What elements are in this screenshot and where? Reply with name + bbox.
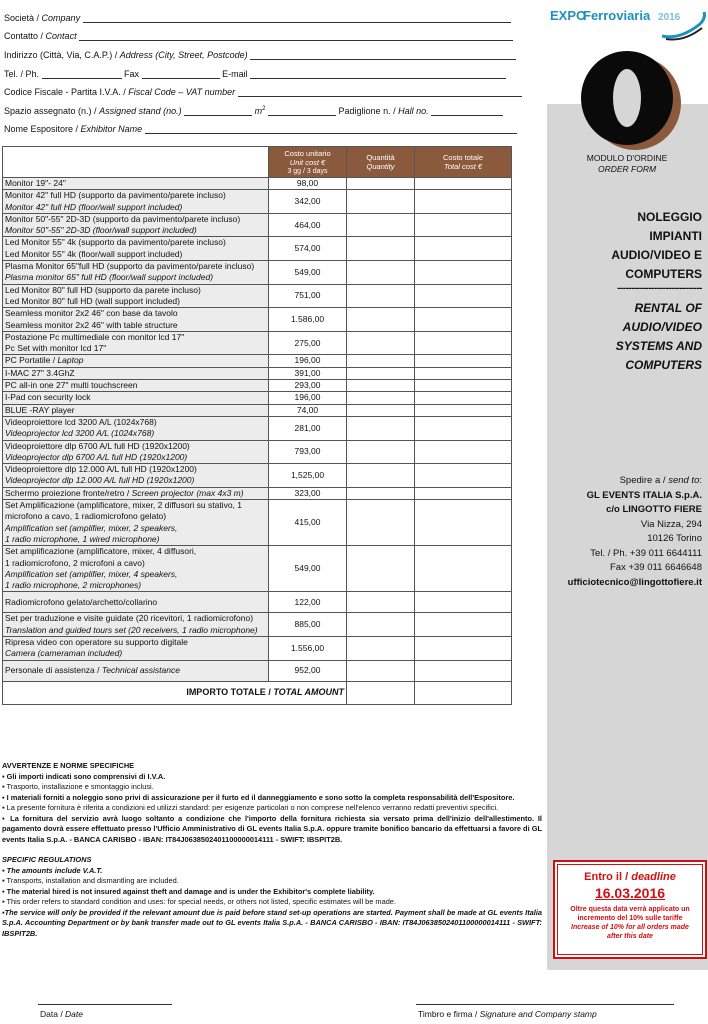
item-quantity-input[interactable] bbox=[347, 440, 415, 464]
item-quantity-input[interactable] bbox=[347, 284, 415, 308]
rental-title-en bbox=[560, 299, 702, 375]
item-description bbox=[3, 261, 269, 285]
notes-section bbox=[2, 761, 542, 939]
item-quantity-input[interactable] bbox=[347, 500, 415, 546]
item-description-line: Monitor 42" full HD (floor/wall support included) bbox=[5, 201, 183, 212]
item-unit-price: 793,00 bbox=[269, 440, 347, 464]
item-unit-price: 549,00 bbox=[269, 546, 347, 592]
item-total-input[interactable] bbox=[415, 308, 512, 332]
item-description-line: microfono a cavo, 1 radiomicrofono gelato) bbox=[5, 511, 167, 522]
send-to-street: Via Nizza, 294 bbox=[640, 518, 702, 530]
item-quantity-input[interactable] bbox=[347, 660, 415, 681]
table-row bbox=[3, 500, 512, 546]
item-description-line: Seamless monitor 2x2 46" with table structure bbox=[5, 319, 178, 330]
table-row bbox=[3, 392, 512, 404]
item-quantity-input[interactable] bbox=[347, 416, 415, 440]
item-description bbox=[3, 380, 269, 392]
item-description-line: Set Amplificazione (amplificatore, mixer, 2 diffusori su stativo, 1 bbox=[5, 500, 242, 511]
item-quantity-input[interactable] bbox=[347, 380, 415, 392]
table-row bbox=[3, 380, 512, 392]
item-total-input[interactable] bbox=[415, 592, 512, 613]
item-description-line: Led Monitor 80" full HD (wall support included) bbox=[5, 295, 180, 306]
item-unit-price: 74,00 bbox=[269, 404, 347, 416]
item-description bbox=[3, 487, 269, 499]
item-description bbox=[3, 355, 269, 367]
total-label: IMPORTO TOTALE / TOTAL AMOUNT bbox=[3, 681, 347, 704]
deadline-date: 16.03.2016 bbox=[594, 885, 666, 901]
item-description bbox=[3, 440, 269, 464]
table-row bbox=[3, 178, 512, 190]
hall-label: Padiglione n. / Hall no. bbox=[338, 106, 429, 116]
item-description-line: PC Portatile / Laptop bbox=[5, 355, 84, 366]
item-description-line: Translation and guided tours set (20 receivers, 1 radio microphone) bbox=[5, 624, 258, 635]
deadline-warning-en: Increase of 10% for all orders made after this date bbox=[571, 924, 689, 940]
item-quantity-input[interactable] bbox=[347, 636, 415, 660]
table-row bbox=[3, 592, 512, 613]
item-total-input[interactable] bbox=[415, 380, 512, 392]
note-item: ▪ I materiali forniti a noleggio sono privi di assicurazione per il furto ed il danneggiamento e sono sotto la completa responsabilità dell'Espositore. bbox=[2, 792, 515, 802]
item-description-line: Plasma monitor 65" full HD (floor/wall support included) bbox=[5, 272, 214, 283]
rental-en-line: AUDIO/VIDEO bbox=[622, 320, 702, 334]
item-quantity-input[interactable] bbox=[347, 487, 415, 499]
table-row bbox=[3, 213, 512, 237]
item-description bbox=[3, 284, 269, 308]
total-row bbox=[3, 681, 512, 704]
note-item: ▪ Gli importi indicati sono comprensivi di I.V.A. bbox=[2, 771, 166, 781]
send-to-fax: Fax +39 011 6646648 bbox=[610, 562, 702, 573]
table-row bbox=[3, 613, 512, 637]
item-total-input[interactable] bbox=[415, 178, 512, 190]
item-description-line: Amplification set (amplifier, mixer, 4 speakers, bbox=[5, 568, 178, 579]
item-quantity-input[interactable] bbox=[347, 404, 415, 416]
item-unit-price: 574,00 bbox=[269, 237, 347, 261]
order-title-en: ORDER FORM bbox=[597, 164, 657, 174]
rental-en-line: COMPUTERS bbox=[625, 358, 702, 372]
item-unit-price: 1.556,00 bbox=[269, 636, 347, 660]
item-description-line: I-MAC 27" 3.4GhZ bbox=[5, 367, 75, 378]
table-row bbox=[3, 367, 512, 379]
phone-label: Tel. / Ph. bbox=[4, 69, 40, 79]
item-unit-price: 122,00 bbox=[269, 592, 347, 613]
table-row bbox=[3, 355, 512, 367]
table-row bbox=[3, 636, 512, 660]
item-unit-price: 464,00 bbox=[269, 213, 347, 237]
table-row bbox=[3, 546, 512, 592]
date-line[interactable] bbox=[38, 1004, 172, 1005]
item-description bbox=[3, 190, 269, 214]
item-quantity-input[interactable] bbox=[347, 178, 415, 190]
deadline-warning-it: Oltre questa data verrà applicato un incremento del 10% sulle tariffe bbox=[570, 906, 690, 922]
item-description-line: Led Monitor 55" 4k (supporto da pavimento/parete incluso) bbox=[5, 237, 226, 248]
table-row bbox=[3, 487, 512, 499]
total-amount-input[interactable] bbox=[415, 681, 512, 704]
item-description-line: Schermo proiezione fronte/retro / Screen projector (max 4x3 m) bbox=[5, 487, 244, 498]
item-description-line: Led Monitor 55" 4k (floor/wall support included) bbox=[5, 248, 183, 259]
note-item: ▪ Transports, installation and dismantling are included. bbox=[2, 876, 179, 885]
item-unit-price: 415,00 bbox=[269, 500, 347, 546]
header-total-cost: Costo totale Total cost € bbox=[415, 147, 512, 178]
item-total-input[interactable] bbox=[415, 261, 512, 285]
item-quantity-input[interactable] bbox=[347, 190, 415, 214]
item-quantity-input[interactable] bbox=[347, 392, 415, 404]
item-description-line: I-Pad con security lock bbox=[5, 392, 91, 403]
rental-it-line: AUDIO/VIDEO E bbox=[611, 248, 702, 262]
notes-it-title: AVVERTENZE E NORME SPECIFICHE bbox=[2, 761, 135, 770]
rental-it-line: NOLEGGIO bbox=[637, 210, 702, 224]
table-row bbox=[3, 284, 512, 308]
rental-divider: ------------------------------ bbox=[617, 283, 702, 294]
deadline-inner bbox=[557, 864, 703, 955]
email-input-line[interactable] bbox=[250, 69, 506, 79]
item-unit-price: 275,00 bbox=[269, 331, 347, 355]
item-description-line: Plasma Monitor 65"full HD (supporto da pavimento/parete incluso) bbox=[5, 261, 255, 272]
item-description-line: Videoprojector dlp 12.000 A/L full HD (1920x1200) bbox=[5, 475, 195, 486]
item-description-line: Personale di assistenza / Technical assistance bbox=[5, 664, 180, 675]
item-description-line: Videoprojector lcd 3200 A/L (1024x768) bbox=[5, 428, 155, 439]
item-description-line: Seamless monitor 2x2 46" con base da tavolo bbox=[5, 308, 178, 319]
item-unit-price: 196,00 bbox=[269, 355, 347, 367]
send-to-care-of: c/o LINGOTTO FIERE bbox=[606, 504, 702, 515]
logo-swoosh-icon bbox=[660, 6, 708, 42]
rental-en-line: RENTAL OF bbox=[634, 301, 702, 315]
table-row bbox=[3, 308, 512, 332]
item-total-input[interactable] bbox=[415, 416, 512, 440]
item-description-line: Ripresa video con operatore su supporto digitale bbox=[5, 636, 188, 647]
item-description-line: Set amplificazione (amplificatore, mixer, 4 diffusori, bbox=[5, 546, 197, 557]
date-label: Data / Date bbox=[40, 1009, 84, 1019]
total-qty-cell bbox=[347, 681, 415, 704]
rental-it-line: IMPIANTI bbox=[649, 229, 702, 243]
area-input-line[interactable] bbox=[268, 106, 336, 116]
rental-en-line: SYSTEMS AND bbox=[615, 339, 702, 353]
address-input-line[interactable] bbox=[250, 50, 516, 60]
item-unit-price: 952,00 bbox=[269, 660, 347, 681]
item-description-line: BLUE -RAY player bbox=[5, 404, 75, 415]
item-description bbox=[3, 331, 269, 355]
send-to-email-link[interactable]: ufficiotecnico@lingottofiere.it bbox=[567, 576, 702, 588]
item-total-input[interactable] bbox=[415, 355, 512, 367]
hall-input-line[interactable] bbox=[431, 106, 503, 116]
item-description-line: Set per traduzione e visite guidate (20 ricevitori, 1 radiomicrofono) bbox=[5, 613, 254, 624]
item-quantity-input[interactable] bbox=[347, 592, 415, 613]
item-unit-price: 1,525,00 bbox=[269, 464, 347, 488]
item-unit-price: 293,00 bbox=[269, 380, 347, 392]
item-description-line: PC all-in one 27" multi touchscreen bbox=[5, 380, 138, 391]
item-description bbox=[3, 213, 269, 237]
item-total-input[interactable] bbox=[415, 500, 512, 546]
signature-line[interactable] bbox=[416, 1004, 674, 1005]
order-title-it: MODULO D'ORDINE bbox=[586, 153, 668, 163]
item-total-input[interactable] bbox=[415, 284, 512, 308]
item-description-line: Led Monitor 80" full HD (supporto da parete incluso) bbox=[5, 284, 201, 295]
stand-input-line[interactable] bbox=[184, 106, 252, 116]
header-unit-cost: Costo unitario Unit cost € 3 gg / 3 days bbox=[269, 147, 347, 178]
table-row bbox=[3, 404, 512, 416]
item-total-input[interactable] bbox=[415, 613, 512, 637]
item-total-input[interactable] bbox=[415, 237, 512, 261]
item-description bbox=[3, 404, 269, 416]
rental-title-it bbox=[560, 208, 702, 284]
item-total-input[interactable] bbox=[415, 404, 512, 416]
order-letter-o-icon bbox=[571, 46, 689, 154]
item-description-line: Monitor 50"-55" 2D-3D (supporto da pavimento/parete incluso) bbox=[5, 213, 241, 224]
logo-expo-text: EXPO bbox=[550, 8, 587, 23]
item-total-input[interactable] bbox=[415, 546, 512, 592]
item-description-line: Amplification set (amplifier, mixer, 2 speakers, bbox=[5, 522, 178, 533]
item-description bbox=[3, 237, 269, 261]
notes-en-title: SPECIFIC REGULATIONS bbox=[2, 855, 92, 864]
company-field[interactable] bbox=[4, 13, 510, 27]
item-description bbox=[3, 660, 269, 681]
company-label: Società / Company bbox=[4, 13, 81, 23]
contact-label: Contatto / Contact bbox=[4, 31, 77, 41]
header-desc bbox=[3, 147, 269, 178]
item-description bbox=[3, 464, 269, 488]
fiscal-label: Codice Fiscale - Partita I.V.A. / Fiscal Code – VAT number bbox=[4, 87, 236, 97]
item-description bbox=[3, 636, 269, 660]
deadline-box bbox=[553, 860, 707, 959]
fax-input-line[interactable] bbox=[142, 69, 220, 79]
phone-field[interactable] bbox=[4, 69, 510, 83]
contact-field[interactable] bbox=[4, 31, 510, 45]
note-item: ▪ The material hired is not insured against theft and damage and is under the Exhibitor's complete liability. bbox=[2, 886, 375, 896]
item-quantity-input[interactable] bbox=[347, 331, 415, 355]
item-description-line: Monitor 50"-55" 2D-3D (floor/wall support included) bbox=[5, 225, 197, 236]
send-to-company: GL EVENTS ITALIA S.p.A. bbox=[586, 489, 702, 501]
note-item: ▪The service will only be provided if the relevant amount due is paid before stand set-up operations are started. Payment shall be made at GL events Italia S.p.A. Accounting Department or by bank transfer made out to GL events Italia S.p.A. - BANCA CARISBO - IBAN: IT84J0638502401100000014111 - SWIFT: IBSPIT2B. bbox=[2, 907, 542, 938]
item-quantity-input[interactable] bbox=[347, 308, 415, 332]
item-total-input[interactable] bbox=[415, 190, 512, 214]
table-row bbox=[3, 464, 512, 488]
table-row bbox=[3, 416, 512, 440]
item-unit-price: 281,00 bbox=[269, 416, 347, 440]
item-description-line: Postazione Pc multimediale con monitor lcd 17" bbox=[5, 331, 185, 342]
item-unit-price: 549,00 bbox=[269, 261, 347, 285]
item-description-line: Videoproiettore lcd 3200 A/L (1024x768) bbox=[5, 416, 157, 427]
item-quantity-input[interactable] bbox=[347, 213, 415, 237]
item-unit-price: 98,00 bbox=[269, 178, 347, 190]
item-description bbox=[3, 178, 269, 190]
item-unit-price: 323,00 bbox=[269, 487, 347, 499]
send-to-block bbox=[556, 474, 702, 590]
item-description-line: Camera (cameraman included) bbox=[5, 648, 123, 659]
item-unit-price: 196,00 bbox=[269, 392, 347, 404]
item-description bbox=[3, 308, 269, 332]
table-row bbox=[3, 331, 512, 355]
table-row bbox=[3, 440, 512, 464]
signature-label: Timbro e firma / Signature and Company stamp bbox=[418, 1009, 597, 1019]
item-description-line: 1 radio microphone, 1 wired microphone) bbox=[5, 533, 160, 544]
item-total-input[interactable] bbox=[415, 487, 512, 499]
table-row bbox=[3, 237, 512, 261]
logo-year-text: 2016 bbox=[658, 12, 681, 23]
item-description bbox=[3, 592, 269, 613]
table-row bbox=[3, 190, 512, 214]
item-description bbox=[3, 416, 269, 440]
item-unit-price: 751,00 bbox=[269, 284, 347, 308]
rental-it-line: COMPUTERS bbox=[625, 267, 702, 281]
exhibitor-field[interactable] bbox=[4, 124, 510, 138]
note-item: ▪ This order refers to standard condition and uses: for special needs, or others not listed, specific estimates will be made. bbox=[2, 897, 396, 906]
item-quantity-input[interactable] bbox=[347, 355, 415, 367]
table-row bbox=[3, 660, 512, 681]
item-quantity-input[interactable] bbox=[347, 237, 415, 261]
item-unit-price: 342,00 bbox=[269, 190, 347, 214]
item-total-input[interactable] bbox=[415, 660, 512, 681]
fiscal-input-line[interactable] bbox=[238, 87, 522, 97]
item-total-input[interactable] bbox=[415, 464, 512, 488]
company-input-line[interactable] bbox=[83, 13, 511, 23]
item-total-input[interactable] bbox=[415, 331, 512, 355]
item-description-line: 1 radiomicrofono, 2 microfoni a cavo) bbox=[5, 557, 145, 568]
contact-input-line[interactable] bbox=[79, 31, 513, 41]
item-total-input[interactable] bbox=[415, 213, 512, 237]
fiscal-field[interactable] bbox=[4, 87, 510, 101]
item-quantity-input[interactable] bbox=[347, 367, 415, 379]
item-description-line: Monitor 42" full HD (supporto da pavimento/parete incluso) bbox=[5, 190, 226, 201]
stand-field[interactable] bbox=[4, 106, 510, 120]
item-description-line: Videoproiettore dlp 12.000 A/L full HD (1920x1200) bbox=[5, 464, 197, 475]
item-unit-price: 1.586,00 bbox=[269, 308, 347, 332]
exhibitor-label: Nome Espositore / Exhibitor Name bbox=[4, 124, 143, 134]
stand-unit: $m^2$ bbox=[254, 106, 266, 116]
deadline-label: Entro il / deadline bbox=[584, 871, 676, 883]
item-quantity-input[interactable] bbox=[347, 261, 415, 285]
item-description-line: Videoprojector dlp 6700 A/L full HD (1920x1200) bbox=[5, 451, 188, 462]
item-unit-price: 885,00 bbox=[269, 613, 347, 637]
note-item: ▪ Trasporto, installazione e smontaggio inclusi. bbox=[2, 782, 154, 791]
item-description-line: Pc Set with monitor lcd 17" bbox=[5, 343, 107, 354]
send-to-label: Spedire a / send to: bbox=[619, 475, 702, 486]
expo-ferroviaria-logo bbox=[550, 4, 705, 44]
exhibitor-input-line[interactable] bbox=[145, 124, 517, 134]
item-description bbox=[3, 367, 269, 379]
address-field[interactable] bbox=[4, 50, 510, 64]
item-total-input[interactable] bbox=[415, 636, 512, 660]
item-description-line: 1 radio microphone, 2 microphones) bbox=[5, 580, 142, 591]
note-item: ▪ La presente fornitura è riferita a condizioni ed utilizzi standard: per esigenze particolari o non comprese nell'elenco verranno redatti preventivi specifici. bbox=[2, 803, 499, 812]
item-description bbox=[3, 500, 269, 546]
item-quantity-input[interactable] bbox=[347, 613, 415, 637]
item-description bbox=[3, 546, 269, 592]
items-table bbox=[2, 146, 512, 705]
item-description-line: Videoproiettore dlp 6700 A/L full HD (1920x1200) bbox=[5, 440, 190, 451]
item-unit-price: 391,00 bbox=[269, 367, 347, 379]
send-to-phone: Tel. / Ph. +39 011 6644111 bbox=[590, 547, 702, 559]
send-to-city: 10126 Torino bbox=[647, 533, 702, 544]
fax-label: Fax bbox=[124, 69, 140, 79]
note-item: ▪ The amounts include V.A.T. bbox=[2, 865, 103, 875]
stand-label: Spazio assegnato (n.) / Assigned stand (no.) bbox=[4, 106, 182, 116]
address-label: Indirizzo (Città, Via, C.A.P.) / Address (City, Street, Postcode) bbox=[4, 50, 248, 60]
item-quantity-input[interactable] bbox=[347, 464, 415, 488]
email-label: E-mail bbox=[222, 69, 248, 79]
item-description-line: Monitor 19"- 24" bbox=[5, 178, 66, 188]
logo-ferroviaria-text: Ferroviaria bbox=[583, 8, 651, 23]
item-total-input[interactable] bbox=[415, 440, 512, 464]
order-form-title bbox=[577, 153, 677, 175]
table-row bbox=[3, 261, 512, 285]
item-total-input[interactable] bbox=[415, 392, 512, 404]
phone-input-line[interactable] bbox=[42, 69, 122, 79]
item-total-input[interactable] bbox=[415, 367, 512, 379]
item-description bbox=[3, 392, 269, 404]
header-quantity: Quantità Quantity bbox=[347, 147, 415, 178]
item-description bbox=[3, 613, 269, 637]
item-quantity-input[interactable] bbox=[347, 546, 415, 592]
note-item: ▪ La fornitura del servizio avrà luogo soltanto a condizione che l'importo della fornitura richiesta sia versato prima dell'inizio dell'allestimento. Il pagamento dovrà essere effettuato presso l'Ufficio Amministrativo di GL events Italia S.p.A. oppure tramite bonifico bancario da effettuarsi a favore di GL events Italia S.p.A. - BANCA CARISBO - IBAN: IT84J0638502401100000014111 - SWIFT: IBSPIT2B. bbox=[2, 813, 542, 844]
table-header-row bbox=[3, 147, 512, 178]
item-description-line: Radiomicrofono gelato/archetto/collarino bbox=[5, 596, 158, 607]
